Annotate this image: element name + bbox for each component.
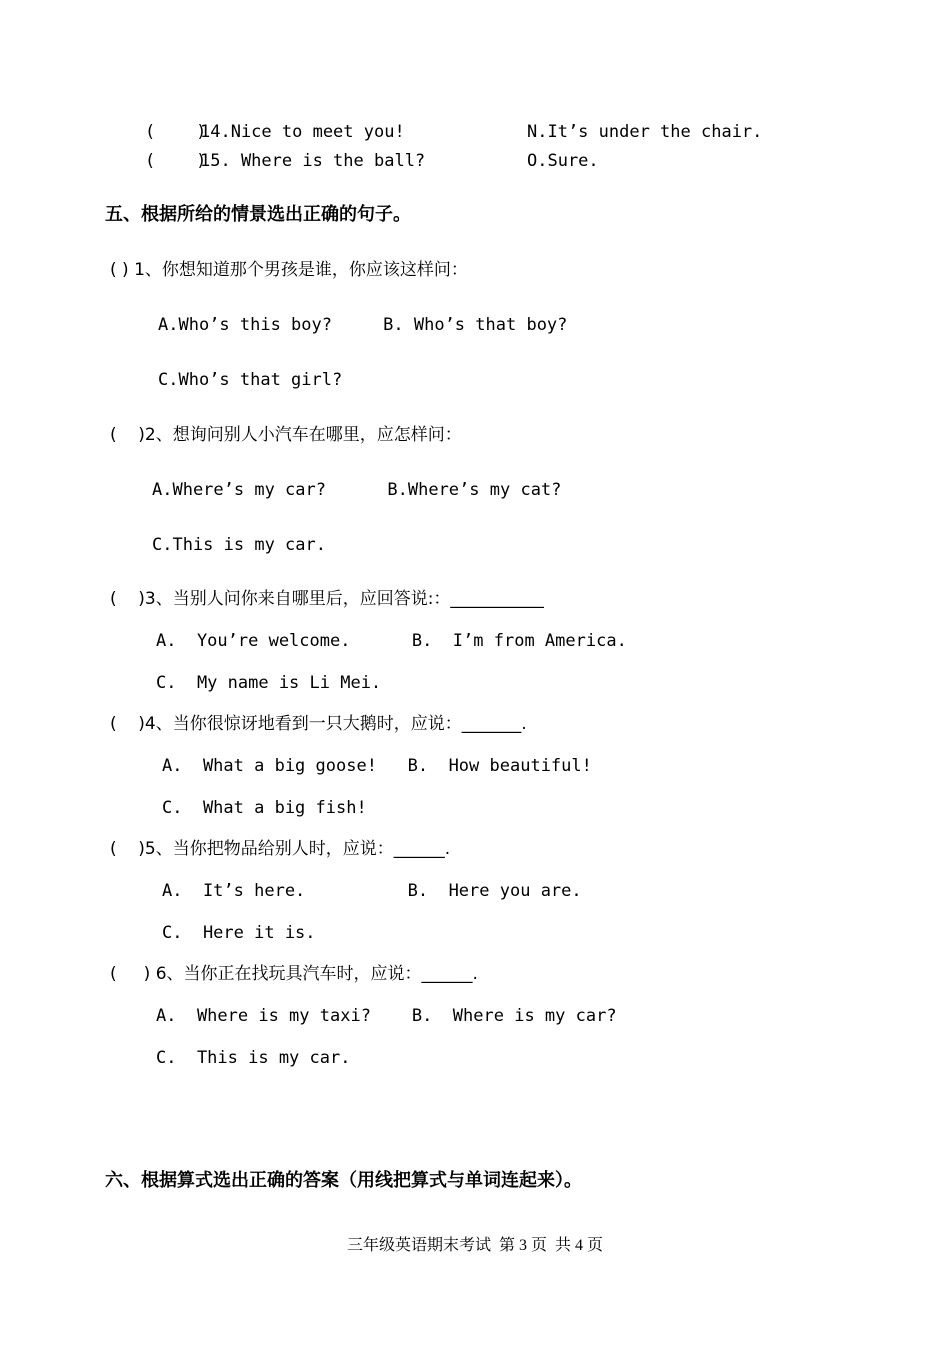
question-1-stem: ( ) 1、你想知道那个男孩是谁，你应该这样问： — [110, 260, 468, 280]
match-answer-o: O.Sure. — [527, 151, 599, 171]
question-6-options-ab: A. Where is my taxi? B. Where is my car? — [156, 1006, 617, 1026]
match-15-question: 15. Where is the ball? — [200, 151, 426, 171]
question-5-stem: ( )5、当你把物品给别人时，应说：______. — [110, 839, 451, 859]
question-5-options-ab: A. It’s here. B. Here you are. — [162, 881, 582, 901]
question-1-option-c: C.Who’s that girl? — [158, 370, 343, 390]
question-3-stem: ( )3、当别人问你来自哪里后，应回答说:：___________ — [110, 589, 544, 609]
section5-title: 五、根据所给的情景选出正确的句子。 — [105, 204, 411, 225]
question-5-option-c: C. Here it is. — [162, 923, 316, 943]
question-2-option-c: C.This is my car. — [152, 535, 326, 555]
match-answer-n: N.It’s under the chair. — [527, 122, 763, 142]
question-4-option-c: C. What a big fish! — [162, 798, 367, 818]
page-footer: 三年级英语期末考试 第 3 页 共 4 页 — [346, 1237, 603, 1254]
question-2-stem: ( )2、想询问别人小汽车在哪里，应怎样问： — [110, 425, 462, 445]
question-2-options-ab: A.Where’s my car? B.Where’s my cat? — [152, 480, 562, 500]
question-1-options-ab: A.Who’s this boy? B. Who’s that boy? — [158, 315, 568, 335]
match-14-question: 14.Nice to meet you! — [200, 122, 405, 142]
question-4-stem: ( )4、当你很惊讶地看到一只大鹅时，应说：_______. — [110, 714, 527, 734]
question-6-option-c: C. This is my car. — [156, 1048, 351, 1068]
question-3-option-c: C. My name is Li Mei. — [156, 673, 382, 693]
question-6-stem: ( ) 6、当你正在找玩具汽车时，应说：______. — [110, 964, 478, 984]
match-14-paren: ( ) — [145, 122, 207, 142]
section6-title: 六、根据算式选出正确的答案（用线把算式与单词连起来）。 — [105, 1170, 582, 1191]
match-15-paren: ( ) — [145, 151, 207, 171]
question-3-options-ab: A. You’re welcome. B. I’m from America. — [156, 631, 627, 651]
question-4-options-ab: A. What a big goose! B. How beautiful! — [162, 756, 592, 776]
